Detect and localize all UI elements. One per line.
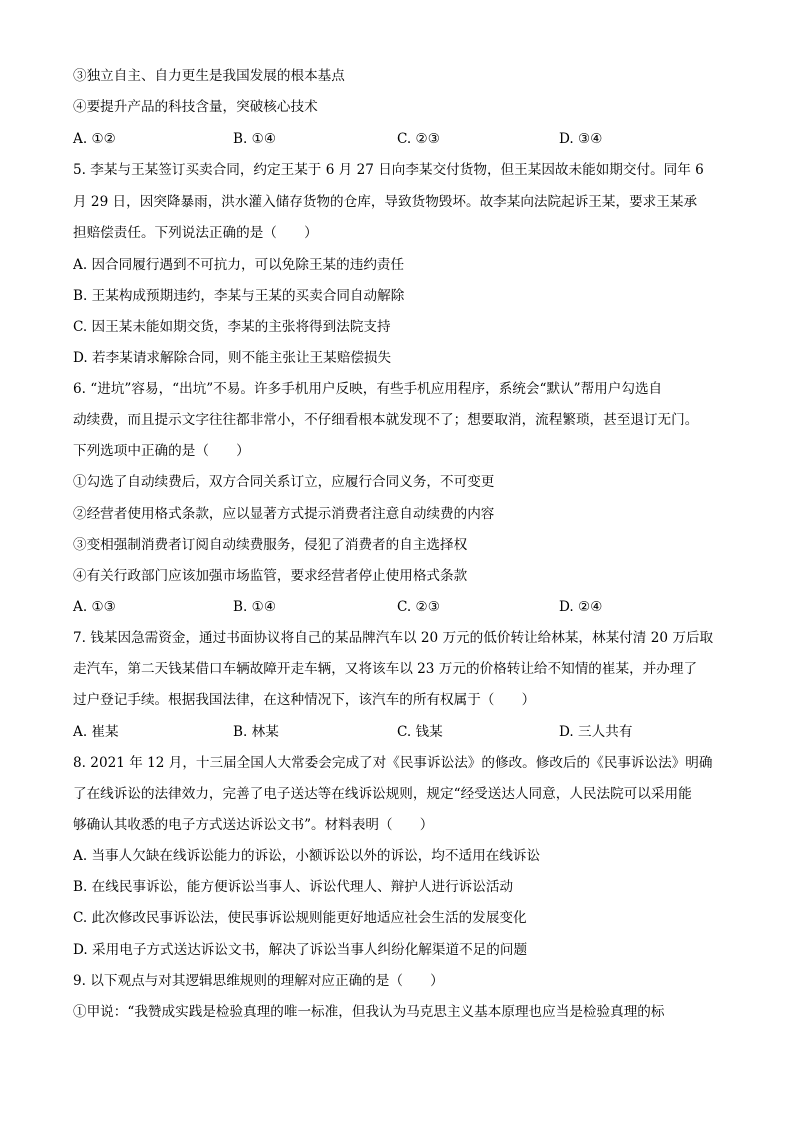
option-line: B. 在线民事诉讼，能方便诉讼当事人、诉讼代理人、辩护人进行诉讼活动	[73, 879, 514, 895]
question-7-line: 7. 钱某因急需资金，通过书面协议将自己的某品牌汽车以 20 万元的低价转让给林某，林某付清 20 万后取	[73, 630, 714, 646]
option-line: A. 当事人欠缺在线诉讼能力的诉讼，小额诉讼以外的诉讼，均不适用在线诉讼	[73, 848, 541, 864]
text-line: 走汽车，第二天钱某借口车辆故障开走车辆，又将该车以 23 万元的价格转让给不知情的崔某，并办理了	[73, 661, 698, 677]
q7-options	[73, 722, 723, 742]
statement-line: ④有关行政部门应该加强市场监管，要求经营者停止使用格式条款	[73, 568, 468, 584]
text-line: 够确认其收悉的电子方式送达诉讼文书”。材料表明（ ）	[73, 817, 434, 833]
question-8-line: 8. 2021 年 12 月，十三届全国人大常委会完成了对《民事诉讼法》的修改。修改后的《民事诉讼法》明确	[73, 755, 713, 771]
text-line: 动续费，而且提示文字往往都非常小，不仔细看根本就发现不了；想要取消，流程繁琐，甚至退订无门。	[73, 412, 699, 428]
statement-line: ③变相强制消费者订阅自动续费服务，侵犯了消费者的自主选择权	[73, 537, 468, 553]
option-c: C. ②③	[397, 131, 440, 147]
text-line: 月 29 日，因突降暴雨，洪水灌入储存货物的仓库，导致货物毁坏。故李某向法院起诉王某，要求王某承	[73, 194, 698, 210]
text-line: 了在线诉讼的法律效力，完善了电子送达等在线诉讼规则，规定“经受送达人同意，人民法院可以采用能	[73, 786, 692, 802]
q4-options	[73, 129, 723, 149]
text-line: ④要提升产品的科技含量，突破核心技术	[73, 99, 318, 115]
question-9-line: 9. 以下观点与对其逻辑思维规则的理解对应正确的是（ ）	[73, 973, 444, 989]
q6-options	[73, 597, 723, 617]
option-line: C. 因王某未能如期交货，李某的主张将得到法院支持	[73, 319, 391, 335]
option-c: C. ②③	[397, 599, 440, 615]
option-b: B. 林某	[233, 724, 279, 740]
option-line: B. 王某构成预期违约，李某与王某的买卖合同自动解除	[73, 288, 405, 304]
statement-line: ①勾选了自动续费后，双方合同关系订立，应履行合同义务，不可变更	[73, 474, 495, 490]
option-line: C. 此次修改民事诉讼法，使民事诉讼规则能更好地适应社会生活的发展变化	[73, 910, 527, 926]
option-a: A. ①③	[73, 599, 116, 615]
option-a: A. 崔某	[73, 724, 119, 740]
option-b: B. ①④	[233, 131, 277, 147]
option-d: D. 三人共有	[559, 724, 633, 740]
text-line: ③独立自主、自力更生是我国发展的根本基点	[73, 68, 345, 84]
option-line: A. 因合同履行遇到不可抗力，可以免除王某的违约责任	[73, 257, 405, 273]
option-line: D. 若李某请求解除合同，则不能主张让王某赔偿损失	[73, 350, 392, 366]
option-a: A. ①②	[73, 131, 116, 147]
statement-line: ②经营者使用格式条款，应以显著方式提示消费者注意自动续费的内容	[73, 506, 495, 522]
option-c: C. 钱某	[397, 724, 443, 740]
text-line: 担赔偿责任。下列说法正确的是（ ）	[73, 225, 318, 241]
option-d: D. ②④	[559, 599, 603, 615]
option-d: D. ③④	[559, 131, 603, 147]
option-line: D. 采用电子方式送达诉讼文书，解决了诉讼当事人纠纷化解渠道不足的问题	[73, 942, 528, 958]
text-line: 过户登记手续。根据我国法律，在这种情况下，该汽车的所有权属于（ ）	[73, 692, 536, 708]
option-b: B. ①④	[233, 599, 277, 615]
text-line: 下列选项中正确的是（ ）	[73, 443, 250, 459]
text-line: ①甲说：“我赞成实践是检验真理的唯一标准，但我认为马克思主义基本原理也应当是检验真理的标	[73, 1004, 665, 1020]
question-5-line: 5. 李某与王某签订买卖合同，约定王某于 6 月 27 日向李某交付货物，但王某因故未能如期交付。同年 6	[73, 162, 704, 178]
question-6-line: 6. “进坑”容易，“出坑”不易。许多手机用户反映，有些手机应用程序，系统会“默认”帮用户勾选自	[73, 381, 663, 397]
